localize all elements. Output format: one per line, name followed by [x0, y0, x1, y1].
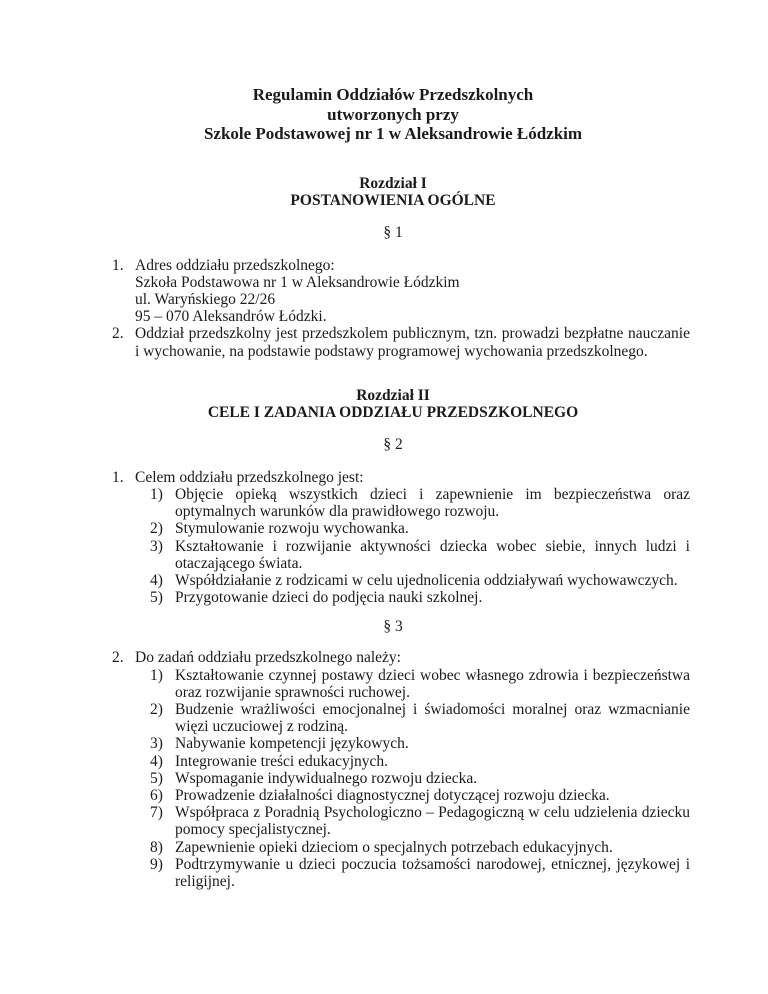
sub-item-number: 6)	[150, 786, 163, 804]
sub-item-number: 8)	[150, 838, 163, 856]
sub-item-text: Przygotowanie dzieci do podjęcia nauki szkolnej.	[175, 589, 483, 607]
sub-item-text: Nabywanie kompetencji językowych.	[175, 735, 409, 753]
list-item-number: 2.	[112, 649, 124, 667]
list-item-lead	[96, 649, 690, 666]
sub-item-number: 2)	[150, 520, 163, 538]
sub-item-number: 4)	[150, 752, 163, 770]
sub-list-item	[96, 701, 690, 735]
title-line-3: Szkole Podstawowej nr 1 w Aleksandrowie Łódzkim	[203, 124, 583, 143]
sub-item-text: Zapewnienie opieki dzieciom o specjalnych potrzebach edukacyjnych.	[175, 838, 613, 856]
document-title	[96, 85, 690, 144]
sub-list-item	[96, 572, 690, 589]
chapter-1-subheading: POSTANOWIENIA OGÓLNE	[290, 192, 496, 209]
sub-list-item	[96, 538, 690, 572]
address-line-4: 95 – 070 Aleksandrów Łódzki.	[135, 308, 327, 326]
sub-item-number: 9)	[150, 855, 163, 873]
sub-item-number: 5)	[150, 769, 163, 787]
section-3-label: § 3	[383, 618, 403, 636]
sub-item-text: Integrowanie treści edukacyjnych.	[175, 752, 389, 770]
chapter-2-heading: Rozdział II	[356, 386, 430, 404]
list-item-text: Do zadań oddziału przedszkolnego należy:	[135, 649, 401, 667]
sub-item-text: Prowadzenie działalności diagnostycznej dotyczącej rozwoju dziecka.	[175, 786, 610, 804]
list-item-number: 1.	[112, 256, 124, 274]
sub-item-text: Kształtowanie i rozwijanie aktywności dziecka wobec siebie, innych ludzi i otaczającego świata.	[175, 537, 690, 572]
sub-item-text: Objęcie opieką wszystkich dzieci i zapewnienie im bezpieczeństwa oraz optymalnych warunków dla prawidłowego rozwoju.	[175, 485, 690, 521]
sub-list-item	[96, 839, 690, 856]
chapter-1-heading: Rozdział I	[359, 174, 427, 192]
sub-list-item	[96, 520, 690, 537]
sub-item-text: Podtrzymywanie u dzieci poczucia tożsamości narodowej, etnicznej, językowej i religijnej.	[175, 855, 690, 890]
sub-item-number: 5)	[150, 589, 163, 607]
sub-list-item	[96, 787, 690, 804]
chapter-2-heading-block	[96, 387, 690, 422]
address-line-1: Adres oddziału przedszkolnego:	[135, 256, 335, 274]
sub-item-number: 2)	[150, 700, 163, 718]
list-item-text: Oddział przedszkolny jest przedszkolem publicznym, tzn. prowadzi bezpłatne nauczanie i wychowanie, na podstawie podstawy programowej wychowania przedszkolnego.	[135, 325, 690, 360]
title-line-2: utworzonych przy	[327, 104, 459, 124]
address-line-3: ul. Waryńskiego 22/26	[135, 290, 276, 308]
sub-list-item	[96, 667, 690, 701]
chapter-1-heading-block	[96, 175, 690, 210]
sub-item-number: 1)	[150, 666, 163, 684]
list-item-lead	[96, 469, 690, 486]
sub-item-number: 3)	[150, 537, 163, 555]
section-2-label: § 2	[383, 435, 403, 453]
title-line-1: Regulamin Oddziałów Przedszkolnych	[252, 85, 534, 104]
sub-item-text: Współdziałanie z rodzicami w celu ujednolicenia oddziaływań wychowawczych.	[175, 571, 678, 589]
chapter-2-subheading: CELE I ZADANIA ODDZIAŁU PRZEDSZKOLNEGO	[207, 404, 579, 422]
address-line-2: Szkoła Podstawowa nr 1 w Aleksandrowie Łódzkim	[135, 273, 460, 291]
sub-list-item	[96, 753, 690, 770]
sub-item-text: Budzenie wrażliwości emocjonalnej i świadomości moralnej oraz wzmacnianie więzi uczuciowej z rodziną.	[175, 700, 690, 736]
list-item-number: 1.	[112, 468, 124, 486]
sub-item-number: 4)	[150, 571, 163, 589]
sub-list-item	[96, 589, 690, 606]
sub-item-text: Kształtowanie czynnej postawy dzieci wobec własnego zdrowia i bezpieczeństwa oraz rozwijanie sprawności ruchowej.	[175, 666, 690, 701]
list-item	[96, 325, 690, 359]
section-1-label: § 1	[383, 223, 403, 241]
sub-list-item	[96, 770, 690, 787]
sub-item-number: 1)	[150, 485, 163, 503]
sub-list-item	[96, 804, 690, 838]
list-item-text: Celem oddziału przedszkolnego jest:	[135, 468, 364, 486]
sub-item-number: 3)	[150, 735, 163, 753]
sub-item-text: Współpraca z Poradnią Psychologiczno – Pedagogiczną w celu udzielenia dziecku pomocy specjalistycznej.	[175, 804, 690, 839]
list-item-number: 2.	[112, 325, 124, 343]
sub-list-item	[96, 856, 690, 890]
sub-list-item	[96, 735, 690, 752]
sub-item-text: Wspomaganie indywidualnego rozwoju dziecka.	[175, 769, 478, 787]
list-item-address	[96, 257, 690, 326]
sub-list-item	[96, 486, 690, 520]
sub-item-number: 7)	[150, 804, 163, 822]
sub-item-text: Stymulowanie rozwoju wychowanka.	[175, 520, 409, 538]
